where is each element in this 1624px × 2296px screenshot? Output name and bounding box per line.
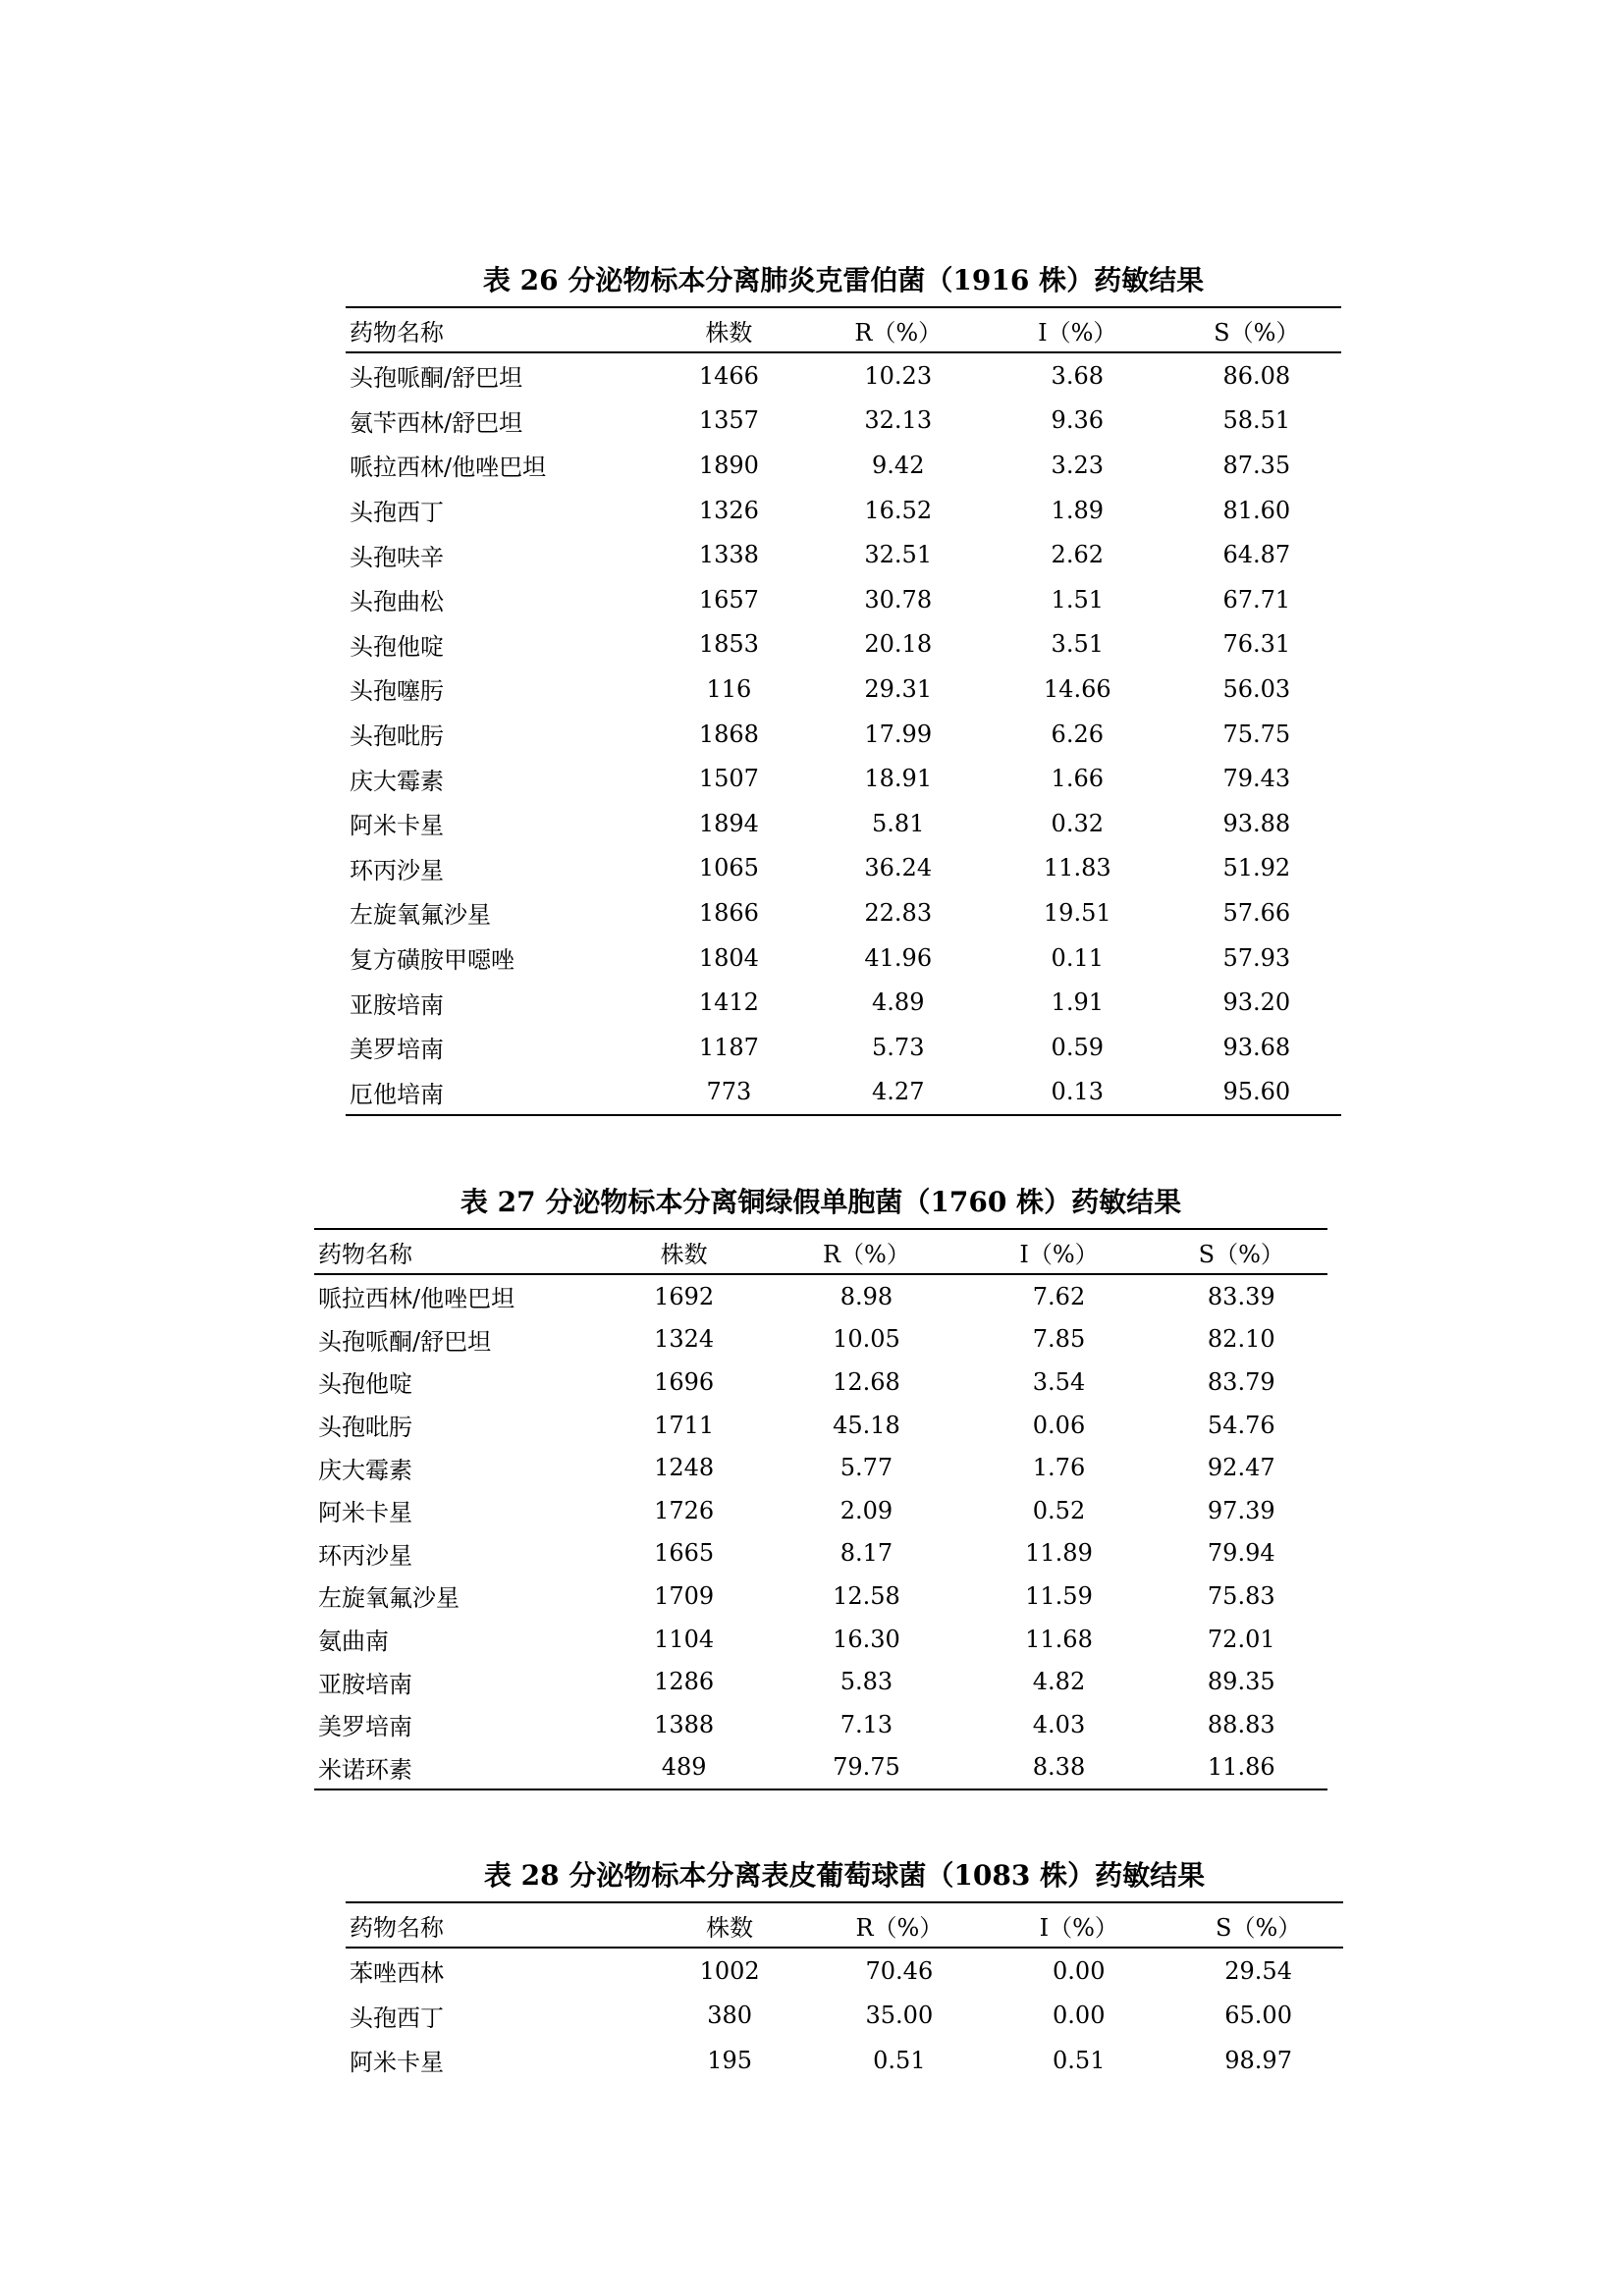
table-row	[314, 1660, 1327, 1703]
drug-name-cell: 阿米卡星	[318, 1499, 412, 1527]
s-percent-cell: 11.86	[1207, 1753, 1275, 1782]
count-cell: 1709	[654, 1581, 715, 1610]
r-percent-cell: 32.51	[864, 541, 933, 569]
s-percent-cell: 64.87	[1222, 541, 1291, 569]
header-s: S（%）	[1198, 1240, 1284, 1268]
i-percent-cell: 7.85	[1032, 1325, 1086, 1354]
i-percent-cell: 19.51	[1043, 898, 1111, 927]
table-row	[346, 488, 1341, 533]
drug-name-cell: 头孢他啶	[350, 632, 444, 661]
drug-name-cell: 头孢吡肟	[318, 1414, 412, 1442]
r-percent-cell: 16.52	[864, 496, 933, 524]
header-i: I（%）	[1019, 1240, 1099, 1268]
count-cell: 1696	[654, 1367, 715, 1396]
s-percent-cell: 83.79	[1207, 1367, 1275, 1396]
table-row	[314, 1575, 1327, 1618]
r-percent-cell: 2.09	[839, 1496, 893, 1524]
s-percent-cell: 98.97	[1224, 2046, 1292, 2074]
table-row	[346, 1948, 1343, 1994]
table-28-title: 表 28 分泌物标本分离表皮葡萄球菌（1083 株）药敏结果	[483, 1859, 1206, 1892]
i-percent-cell: 0.51	[1053, 2046, 1106, 2074]
s-percent-cell: 89.35	[1207, 1668, 1275, 1696]
table-row	[314, 1532, 1327, 1575]
i-percent-cell: 0.32	[1051, 809, 1104, 837]
count-cell: 1326	[698, 496, 759, 524]
count-cell: 1507	[698, 765, 759, 793]
table-row	[346, 1070, 1341, 1116]
drug-name-cell: 庆大霉素	[350, 767, 444, 795]
i-percent-cell: 14.66	[1043, 674, 1111, 703]
drug-name-cell: 头孢噻肟	[350, 677, 444, 706]
count-cell: 489	[661, 1753, 707, 1782]
r-percent-cell: 8.17	[839, 1539, 893, 1568]
drug-name-cell: 苯唑西林	[350, 1959, 444, 1988]
s-percent-cell: 65.00	[1224, 2002, 1292, 2030]
header-r: R（%）	[855, 1913, 944, 1942]
table-row	[314, 1404, 1327, 1447]
drug-name-cell: 头孢哌酮/舒巴坦	[350, 364, 523, 393]
header-count: 株数	[660, 1240, 708, 1268]
count-cell: 1324	[654, 1325, 715, 1354]
header-i: I（%）	[1039, 1913, 1118, 1942]
r-percent-cell: 45.18	[833, 1411, 900, 1439]
r-percent-cell: 32.13	[864, 406, 933, 435]
r-percent-cell: 0.51	[873, 2046, 926, 2074]
i-percent-cell: 1.51	[1051, 585, 1104, 614]
count-cell: 1104	[654, 1625, 715, 1653]
r-percent-cell: 20.18	[864, 630, 933, 659]
s-percent-cell: 29.54	[1224, 1956, 1292, 1985]
i-percent-cell: 11.89	[1025, 1539, 1093, 1568]
drug-name-cell: 哌拉西林/他唑巴坦	[318, 1285, 515, 1313]
s-percent-cell: 75.83	[1207, 1581, 1275, 1610]
r-percent-cell: 41.96	[864, 943, 933, 972]
count-cell: 1890	[698, 451, 759, 479]
table-28	[346, 1901, 1343, 2083]
r-percent-cell: 7.13	[839, 1710, 893, 1738]
i-percent-cell: 11.68	[1025, 1625, 1093, 1653]
header-r: R（%）	[854, 318, 943, 347]
s-percent-cell: 93.88	[1222, 809, 1291, 837]
s-percent-cell: 92.47	[1207, 1454, 1275, 1482]
s-percent-cell: 82.10	[1207, 1325, 1275, 1354]
count-cell: 1338	[698, 541, 759, 569]
r-percent-cell: 16.30	[833, 1625, 900, 1653]
count-cell: 1866	[698, 898, 759, 927]
r-percent-cell: 29.31	[864, 674, 933, 703]
s-percent-cell: 86.08	[1222, 361, 1291, 390]
count-cell: 1665	[654, 1539, 715, 1568]
r-percent-cell: 30.78	[864, 585, 933, 614]
table-28-body	[346, 1948, 1343, 2083]
table-row	[314, 1703, 1327, 1746]
s-percent-cell: 97.39	[1207, 1496, 1275, 1524]
i-percent-cell: 3.51	[1051, 630, 1104, 659]
table-row	[346, 352, 1341, 399]
s-percent-cell: 54.76	[1207, 1411, 1275, 1439]
r-percent-cell: 12.68	[833, 1367, 900, 1396]
s-percent-cell: 79.94	[1207, 1539, 1275, 1568]
r-percent-cell: 9.42	[872, 451, 925, 479]
drug-name-cell: 左旋氧氟沙星	[350, 901, 491, 930]
count-cell: 1726	[654, 1496, 715, 1524]
i-percent-cell: 3.54	[1032, 1367, 1086, 1396]
table-27	[314, 1228, 1327, 1790]
count-cell: 1248	[654, 1454, 715, 1482]
drug-name-cell: 复方磺胺甲噁唑	[350, 946, 514, 975]
s-percent-cell: 93.68	[1222, 1033, 1291, 1061]
i-percent-cell: 11.83	[1043, 854, 1111, 882]
s-percent-cell: 81.60	[1222, 496, 1291, 524]
drug-name-cell: 阿米卡星	[350, 2049, 444, 2077]
r-percent-cell: 4.89	[872, 988, 925, 1017]
header-drug-name: 药物名称	[318, 1240, 412, 1268]
count-cell: 1657	[698, 585, 759, 614]
drug-name-cell: 头孢西丁	[350, 2003, 444, 2032]
r-percent-cell: 5.83	[839, 1668, 893, 1696]
s-percent-cell: 83.39	[1207, 1282, 1275, 1310]
i-percent-cell: 9.36	[1051, 406, 1104, 435]
count-cell: 195	[707, 2046, 753, 2074]
count-cell: 1357	[698, 406, 759, 435]
i-percent-cell: 3.23	[1051, 451, 1104, 479]
header-drug-name: 药物名称	[350, 1913, 444, 1942]
drug-name-cell: 美罗培南	[318, 1713, 412, 1741]
i-percent-cell: 11.59	[1025, 1581, 1093, 1610]
table-row	[346, 935, 1341, 981]
s-percent-cell: 67.71	[1222, 585, 1291, 614]
drug-name-cell: 氨曲南	[318, 1628, 389, 1656]
table-row	[346, 667, 1341, 712]
count-cell: 1388	[654, 1710, 715, 1738]
header-i: I（%）	[1038, 318, 1117, 347]
i-percent-cell: 0.52	[1032, 1496, 1086, 1524]
r-percent-cell: 79.75	[833, 1753, 900, 1782]
i-percent-cell: 6.26	[1051, 720, 1104, 748]
drug-name-cell: 美罗培南	[350, 1036, 444, 1064]
table-header-row	[346, 1902, 1343, 1948]
table-28-block	[346, 1858, 1343, 2083]
count-cell: 1804	[698, 943, 759, 972]
table-row	[346, 622, 1341, 667]
table-row	[346, 577, 1341, 622]
table-row	[346, 399, 1341, 444]
table-row	[346, 756, 1341, 801]
s-percent-cell: 72.01	[1207, 1625, 1275, 1653]
count-cell: 1412	[698, 988, 759, 1017]
header-r: R（%）	[822, 1240, 910, 1268]
header-count: 株数	[706, 1913, 754, 1942]
header-s: S（%）	[1216, 1913, 1302, 1942]
s-percent-cell: 88.83	[1207, 1710, 1275, 1738]
table-26-block	[346, 263, 1341, 1116]
count-cell: 1711	[654, 1411, 715, 1439]
drug-name-cell: 头孢西丁	[350, 499, 444, 527]
count-cell: 1002	[699, 1956, 760, 1985]
s-percent-cell: 75.75	[1222, 720, 1291, 748]
i-percent-cell: 7.62	[1032, 1282, 1086, 1310]
r-percent-cell: 22.83	[864, 898, 933, 927]
drug-name-cell: 头孢曲松	[350, 588, 444, 616]
i-percent-cell: 4.03	[1032, 1710, 1086, 1738]
drug-name-cell: 头孢吡肟	[350, 722, 444, 751]
table-27-body	[314, 1274, 1327, 1789]
drug-name-cell: 氨苄西林/舒巴坦	[350, 408, 523, 437]
table-row	[314, 1318, 1327, 1362]
drug-name-cell: 阿米卡星	[350, 812, 444, 840]
table-row	[314, 1618, 1327, 1661]
count-cell: 1692	[654, 1282, 715, 1310]
i-percent-cell: 3.68	[1051, 361, 1104, 390]
count-cell: 1853	[698, 630, 759, 659]
table-row	[314, 1274, 1327, 1318]
table-26	[346, 306, 1341, 1116]
table-row	[314, 1746, 1327, 1790]
table-26-title: 表 26 分泌物标本分离肺炎克雷伯菌（1916 株）药敏结果	[482, 264, 1205, 296]
table-header-row	[314, 1229, 1327, 1274]
r-percent-cell: 35.00	[865, 2002, 934, 2030]
drug-name-cell: 哌拉西林/他唑巴坦	[350, 454, 547, 482]
drug-name-cell: 米诺环素	[318, 1755, 412, 1784]
r-percent-cell: 70.46	[865, 1956, 934, 1985]
s-percent-cell: 79.43	[1222, 765, 1291, 793]
table-row	[346, 1994, 1343, 2039]
table-row	[346, 712, 1341, 757]
r-percent-cell: 36.24	[864, 854, 933, 882]
s-percent-cell: 56.03	[1222, 674, 1291, 703]
drug-name-cell: 庆大霉素	[318, 1456, 412, 1484]
count-cell: 116	[706, 674, 752, 703]
r-percent-cell: 12.58	[833, 1581, 900, 1610]
r-percent-cell: 5.73	[872, 1033, 925, 1061]
table-row	[346, 2038, 1343, 2083]
header-drug-name: 药物名称	[350, 318, 444, 347]
table-27-block	[314, 1185, 1327, 1790]
drug-name-cell: 环丙沙星	[318, 1541, 412, 1570]
i-percent-cell: 1.91	[1051, 988, 1104, 1017]
count-cell: 1286	[654, 1668, 715, 1696]
table-row	[346, 801, 1341, 846]
count-cell: 1868	[698, 720, 759, 748]
r-percent-cell: 18.91	[864, 765, 933, 793]
table-row	[346, 890, 1341, 935]
r-percent-cell: 10.23	[864, 361, 933, 390]
s-percent-cell: 87.35	[1222, 451, 1291, 479]
i-percent-cell: 0.11	[1051, 943, 1104, 972]
table-row	[346, 532, 1341, 577]
drug-name-cell: 左旋氧氟沙星	[318, 1584, 460, 1613]
table-row	[346, 1025, 1341, 1070]
count-cell: 1466	[698, 361, 759, 390]
s-percent-cell: 57.93	[1222, 943, 1291, 972]
i-percent-cell: 8.38	[1032, 1753, 1086, 1782]
r-percent-cell: 5.77	[839, 1454, 893, 1482]
drug-name-cell: 亚胺培南	[318, 1670, 412, 1698]
drug-name-cell: 环丙沙星	[350, 856, 444, 884]
count-cell: 380	[707, 2002, 753, 2030]
s-percent-cell: 95.60	[1222, 1078, 1291, 1106]
r-percent-cell: 8.98	[839, 1282, 893, 1310]
count-cell: 1894	[698, 809, 759, 837]
s-percent-cell: 93.20	[1222, 988, 1291, 1017]
table-header-row	[346, 307, 1341, 352]
drug-name-cell: 亚胺培南	[350, 990, 444, 1019]
drug-name-cell: 头孢哌酮/舒巴坦	[318, 1327, 492, 1356]
table-row	[314, 1446, 1327, 1489]
i-percent-cell: 1.89	[1051, 496, 1104, 524]
i-percent-cell: 1.66	[1051, 765, 1104, 793]
table-26-body	[346, 352, 1341, 1115]
i-percent-cell: 2.62	[1051, 541, 1104, 569]
table-27-title: 表 27 分泌物标本分离铜绿假单胞菌（1760 株）药敏结果	[460, 1186, 1182, 1218]
count-cell: 1065	[698, 854, 759, 882]
i-percent-cell: 0.00	[1053, 1956, 1106, 1985]
table-row	[314, 1489, 1327, 1532]
table-row	[346, 980, 1341, 1025]
r-percent-cell: 10.05	[833, 1325, 900, 1354]
count-cell: 773	[706, 1078, 752, 1106]
drug-name-cell: 厄他培南	[350, 1080, 444, 1108]
i-percent-cell: 0.00	[1053, 2002, 1106, 2030]
table-row	[346, 846, 1341, 891]
table-row	[314, 1361, 1327, 1404]
drug-name-cell: 头孢呋辛	[350, 543, 444, 571]
s-percent-cell: 57.66	[1222, 898, 1291, 927]
s-percent-cell: 58.51	[1222, 406, 1291, 435]
s-percent-cell: 76.31	[1222, 630, 1291, 659]
i-percent-cell: 1.76	[1032, 1454, 1086, 1482]
i-percent-cell: 0.06	[1032, 1411, 1086, 1439]
i-percent-cell: 0.59	[1051, 1033, 1104, 1061]
header-s: S（%）	[1214, 318, 1300, 347]
header-count: 株数	[705, 318, 753, 347]
s-percent-cell: 51.92	[1222, 854, 1291, 882]
r-percent-cell: 17.99	[864, 720, 933, 748]
drug-name-cell: 头孢他啶	[318, 1370, 412, 1399]
r-percent-cell: 5.81	[872, 809, 925, 837]
count-cell: 1187	[698, 1033, 759, 1061]
i-percent-cell: 4.82	[1032, 1668, 1086, 1696]
i-percent-cell: 0.13	[1051, 1078, 1104, 1106]
table-row	[346, 443, 1341, 488]
r-percent-cell: 4.27	[872, 1078, 925, 1106]
